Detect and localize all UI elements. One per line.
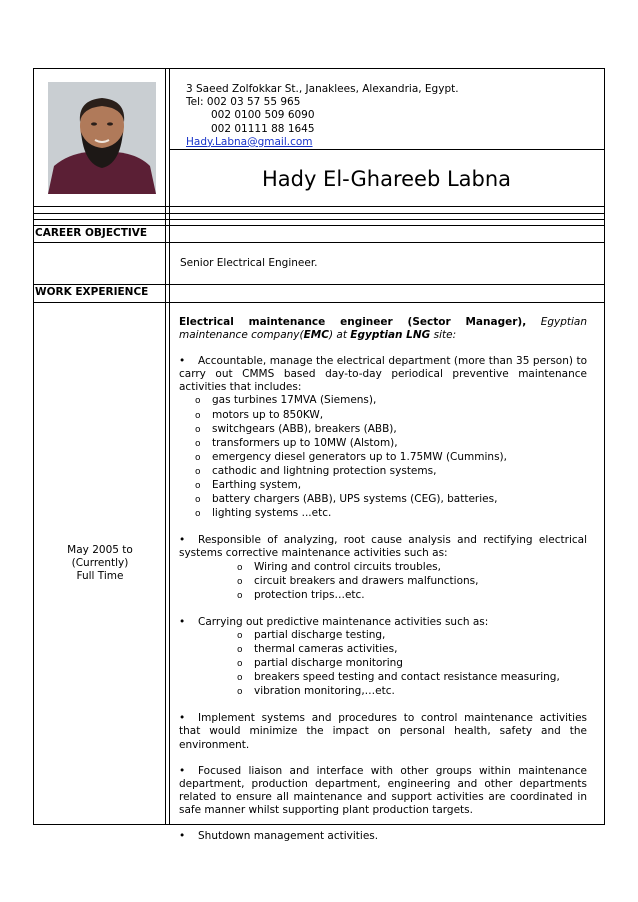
sub-list-item: o battery chargers (ABB), UPS systems (CEG), batteries, (179, 493, 587, 507)
sub-list-item: o gas turbines 17MVA (Siemens), (179, 394, 587, 408)
career-objective-heading: CAREER OBJECTIVE (35, 227, 148, 239)
site-name: Egyptian LNG (350, 329, 431, 342)
company-pre: Egyptian maintenance company( (179, 316, 587, 342)
sub-list-item: o transformers up to 10MW (Alstom), (179, 437, 587, 451)
company-abbr: EMC (303, 329, 329, 342)
sub-list-item: o vibration monitoring,…etc. (179, 685, 587, 699)
resume-table (33, 68, 605, 842)
email-link[interactable]: Hady.Labna@gmail.com (186, 135, 313, 148)
circle-bullet-icon: o (195, 495, 201, 506)
bullet-item: • Implement systems and procedures to control maintenance activities that would minimize the impact on personal health, safety and the environment. (179, 712, 587, 751)
row-divider (34, 213, 605, 214)
date-status: (Currently) (71, 557, 129, 570)
sub-list-item: o thermal cameras activities, (179, 643, 587, 657)
job-role: Electrical maintenance engineer (Sector Manager), (179, 316, 527, 328)
date-range: May 2005 to (67, 544, 133, 556)
contact-block (186, 83, 459, 149)
bullet-item: • Focused liaison and interface with other groups within maintenance department, production department, engineering and other departments related to ensure all maintenance and support activities are coordinated in safe manner whilst supporting plant production targets. (179, 764, 587, 816)
sub-list-item: o switchgears (ABB), breakers (ABB), (179, 423, 587, 437)
work-details (179, 316, 587, 843)
circle-bullet-icon: o (195, 452, 201, 463)
company-post: site: (430, 329, 457, 342)
row-divider (34, 242, 605, 243)
circle-bullet-icon: o (195, 424, 201, 435)
phone: Tel: 002 03 57 55 965 (186, 96, 301, 109)
circle-bullet-icon: o (195, 466, 201, 477)
circle-bullet-icon: o (237, 576, 243, 587)
address: 3 Saeed Zolfokkar St., Janaklees, Alexandria, Egypt. (186, 83, 459, 95)
bullet-item: • Shutdown management activities. (179, 830, 379, 842)
circle-bullet-icon: o (237, 630, 243, 641)
circle-bullet-icon: o (237, 562, 243, 573)
phone-mobile-1: 002 0100 509 6090 (211, 109, 315, 122)
circle-bullet-icon: o (237, 644, 243, 655)
sub-list-item: o partial discharge testing, (179, 629, 587, 643)
circle-bullet-icon: o (237, 687, 243, 698)
sub-list-item: o Earthing system, (179, 479, 587, 493)
candidate-name: Hady El-Ghareeb Labna (261, 167, 512, 191)
bullet-item: • Responsible of analyzing, root cause analysis and rectifying electrical systems corrective maintenance activities such as: (179, 534, 587, 560)
company-mid: ) at (328, 329, 351, 342)
objective-text: Senior Electrical Engineer. (180, 257, 318, 269)
work-experience-heading: WORK EXPERIENCE (35, 286, 149, 298)
circle-bullet-icon: o (237, 659, 243, 670)
sub-list-item: o protection trips…etc. (179, 589, 587, 603)
row-divider (169, 149, 605, 150)
sub-list-item: o circuit breakers and drawers malfunctions, (179, 575, 587, 589)
column-divider (165, 69, 166, 824)
bullet-item: • Carrying out predictive maintenance activities such as: (179, 615, 489, 628)
circle-bullet-icon: o (237, 673, 243, 684)
circle-bullet-icon: o (195, 509, 201, 520)
bullet-item: • Accountable, manage the electrical department (more than 35 person) to carry out CMMS based day-to-day periodical preventive maintenance activities that includes: (179, 355, 587, 394)
row-divider (34, 219, 605, 220)
circle-bullet-icon: o (237, 590, 243, 601)
employment-type: Full Time (76, 570, 124, 583)
row-divider (34, 225, 605, 226)
row-divider (34, 206, 605, 207)
circle-bullet-icon: o (195, 410, 201, 421)
sub-list-item: o partial discharge monitoring (179, 657, 587, 671)
phone-mobile-2: 002 01111 88 1645 (211, 122, 315, 135)
profile-photo (48, 82, 156, 194)
sub-list-item: o lighting systems ...etc. (179, 507, 587, 521)
sub-list-item: o Wiring and control circuits troubles, (179, 561, 587, 575)
circle-bullet-icon: o (195, 396, 201, 407)
row-divider (34, 302, 605, 303)
circle-bullet-icon: o (195, 481, 201, 492)
sub-list-item: o cathodic and lightning protection systems, (179, 465, 587, 479)
row-divider (34, 284, 605, 285)
sub-list-item: o motors up to 850KW, (179, 409, 587, 423)
employment-dates (34, 544, 166, 584)
sub-list-item: o breakers speed testing and contact resistance measuring, (179, 671, 587, 685)
circle-bullet-icon: o (195, 438, 201, 449)
sub-list-item: o emergency diesel generators up to 1.75MW (Cummins), (179, 451, 587, 465)
job-title-line (179, 316, 587, 342)
